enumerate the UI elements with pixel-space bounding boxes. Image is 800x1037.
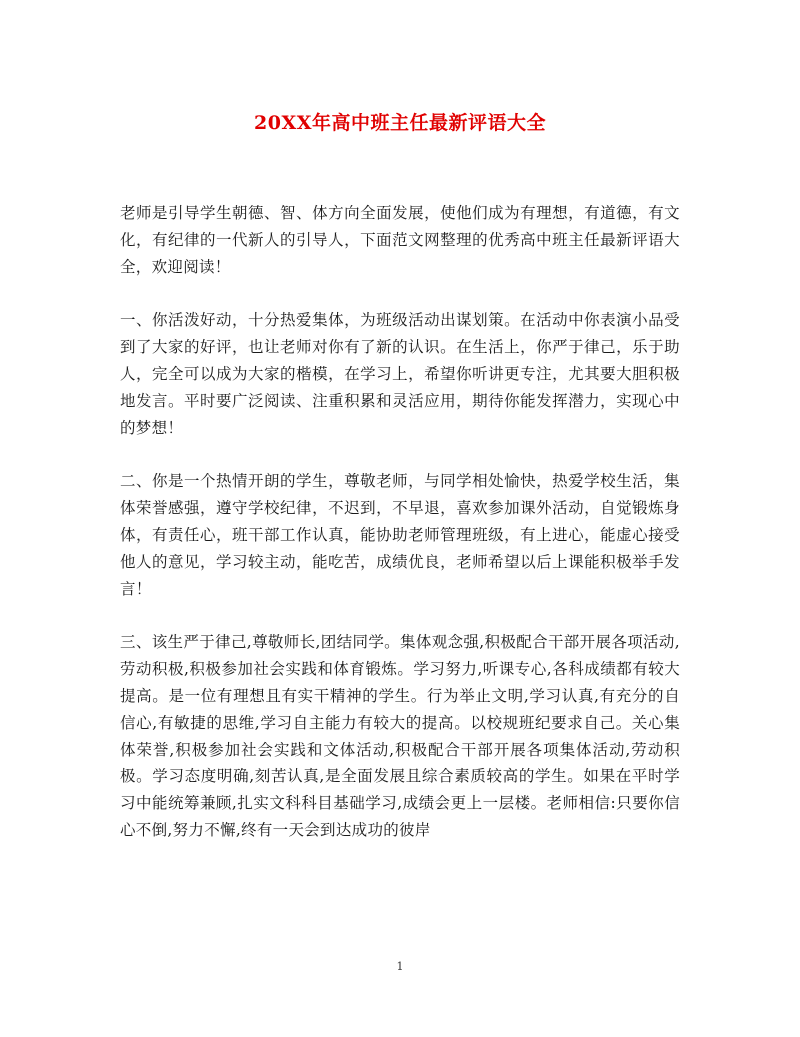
intro-paragraph: 老师是引导学生朝德、智、体方向全面发展，使他们成为有理想，有道德，有文化，有纪律的一代新人的引导人，下面范文网整理的优秀高中班主任最新评语大全，欢迎阅读！ xyxy=(120,204,680,276)
comment-paragraph-1: 一、你活泼好动，十分热爱集体，为班级活动出谋划策。在活动中你表演小品受到了大家的好评，也让老师对你有了新的认识。在生活上，你严于律己，乐于助人，完全可以成为大家的楷模，在学习上，希望你听讲更专注，尤其要大胆积极地发言。平时要广泛阅读、注重积累和灵活应用，期待你能发挥潜力，实现心中的梦想！ xyxy=(120,311,680,437)
document-body xyxy=(120,200,680,844)
comment-paragraph-2: 二、你是一个热情开朗的学生，尊敬老师，与同学相处愉快，热爱学校生活，集体荣誉感强，遵守学校纪律，不迟到，不早退，喜欢参加课外活动，自觉锻炼身体，有责任心，班干部工作认真，能协助老师管理班级，有上进心，能虚心接受他人的意见，学习较主动，能吃苦，成绩优良，老师希望以后上课能积极举手发言！ xyxy=(120,472,680,598)
comment-paragraph-3: 三、该生严于律己,尊敬师长,团结同学。集体观念强,积极配合干部开展各项活动,劳动积极,积极参加社会实践和体育锻炼。学习努力,听课专心,各科成绩都有较大提高。是一位有理想且有实干精神的学生。行为举止文明,学习认真,有充分的自信心,有敏捷的思维,学习自主能力有较大的提高。以校规班纪要求自己。关心集体荣誉,积极参加社会实践和文体活动,积极配合干部开展各项集体活动,劳动积极。学习态度明确,刻苦认真,是全面发展且综合素质较高的学生。如果在平时学习中能统筹兼顾,扎实文科科目基础学习,成绩会更上一层楼。老师相信:只要你信心不倒,努力不懈,终有一天会到达成功的彼岸 xyxy=(120,633,680,839)
page-number: 1 xyxy=(396,960,404,973)
document-title: 20XX年高中班主任最新评语大全 xyxy=(254,112,546,134)
